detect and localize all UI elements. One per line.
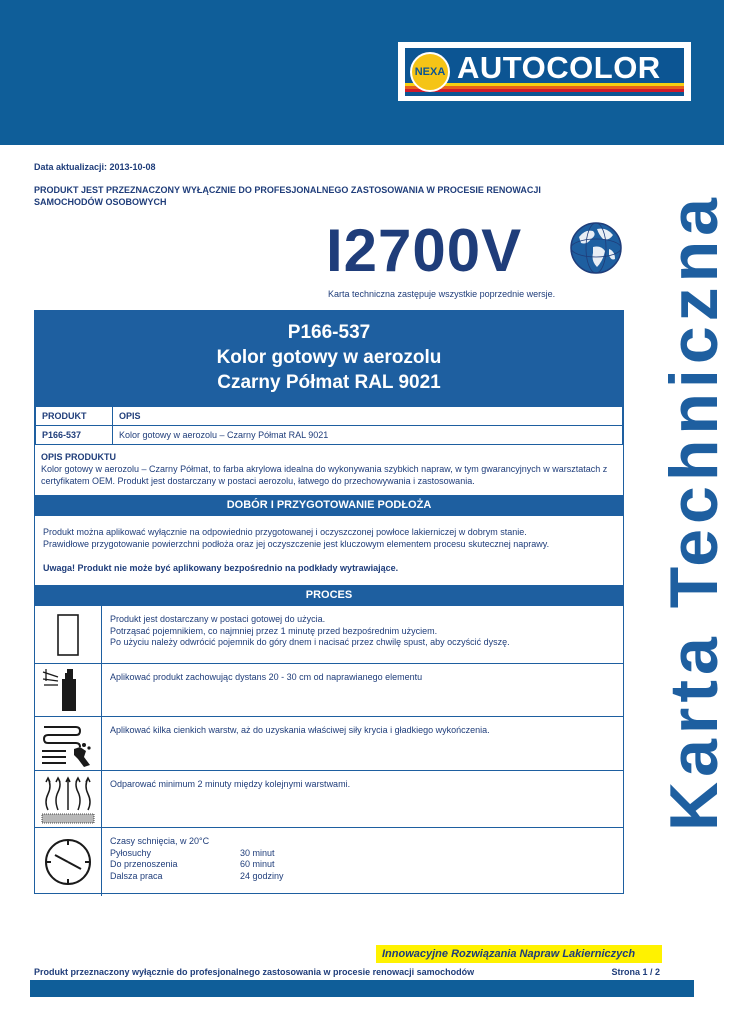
process-step — [35, 827, 623, 896]
prep-section — [35, 516, 623, 585]
table-header-row — [36, 407, 623, 426]
process-icon-cell — [35, 664, 102, 716]
update-date: Data aktualizacji: 2013-10-08 — [34, 162, 156, 172]
product-table — [35, 406, 623, 445]
process-step — [35, 606, 623, 663]
prep-text: Prawidłowe przygotowanie powierzchni podłoża oraz jej oczyszczenie jest kluczowym elementem procesu skutecznej naprawy. — [43, 539, 550, 549]
drying-label: Do przenoszenia — [110, 859, 178, 869]
prep-text: Produkt można aplikować wyłącznie na odpowiednio przygotowanej i oczyszczonej powłoce lakierniczej w dobrym stanie. — [43, 527, 527, 537]
product-code: I2700V — [326, 217, 523, 284]
top-banner — [0, 0, 724, 145]
can-shake-icon — [48, 612, 88, 658]
process-step — [35, 770, 623, 827]
process-line: Po użyciu należy odwrócić pojemnik do góry dnem i nacisać przez chwilę spust, aby oczyścić dyszę. — [110, 637, 510, 647]
process-text: Aplikować kilka cienkich warstw, aż do uzyskania właściwej siły krycia i gładkiego wykończenia. — [110, 725, 490, 735]
vertical-title: Karta Techniczna — [656, 192, 732, 832]
process-step — [35, 663, 623, 716]
title-band — [35, 311, 623, 406]
title-product-type: Kolor gotowy w aerozolu — [216, 347, 442, 368]
process-icon-cell — [35, 828, 102, 896]
brand-logo — [396, 40, 693, 103]
globe-icon — [569, 221, 623, 275]
table-cell-desc: Kolor gotowy w aerozolu – Czarny Półmat RAL 9021 — [113, 426, 623, 445]
table-header-cell: OPIS — [113, 407, 623, 426]
process-step — [35, 716, 623, 770]
professional-use-notice: PRODUKT JEST PRZEZNACZONY WYŁĄCZNIE DO PROFESJONALNEGO ZASTOSOWANIA W PROCESIE RENOWACJI SAMOCHODÓW OSOBOWYCH — [34, 185, 541, 207]
drying-value: 60 minut — [240, 859, 275, 869]
footer — [34, 967, 660, 977]
process-icon-cell — [35, 771, 102, 827]
logo-text: AUTOCOLOR — [457, 50, 661, 85]
description-text: Kolor gotowy w aerozolu – Czarny Półmat, to farba akrylowa idealna do wykonywania szybkich napraw, w tym gwarancyjnych w warsztatach z certyfikatem OEM. Produkt jest dostarczany w postaci aerozolu, łatwego do przechowywania i zastosowania. — [41, 464, 608, 486]
replaces-note: Karta techniczna zastępuje wszystkie poprzednie wersje. — [328, 289, 556, 299]
drying-value: 24 godziny — [240, 870, 284, 881]
drying-label: Pyłosuchy — [110, 847, 152, 858]
layers-icon — [40, 721, 96, 767]
prep-warning: Uwaga! Produkt nie może być aplikowany bezpośrednio na podkłady wytrawiające. — [43, 563, 399, 573]
process-text: Odparować minimum 2 minuty między kolejnymi warstwami. — [110, 779, 351, 789]
drying-value: 30 minut — [240, 847, 275, 858]
process-line: Produkt jest dostarczany w postaci gotowej do użycia. — [110, 614, 326, 624]
process-icon-cell — [35, 717, 102, 770]
section-heading-process: PROCES — [35, 585, 623, 606]
table-row — [36, 426, 623, 445]
flash-off-icon — [40, 774, 96, 824]
process-text: Aplikować produkt zachowując dystans 20 - 30 cm od naprawianego elementu — [110, 672, 423, 682]
table-cell-code: P166-537 — [36, 426, 113, 445]
description-heading: OPIS PRODUKTU — [41, 452, 117, 462]
process-text — [102, 606, 623, 663]
logo-badge: NEXA — [410, 52, 450, 92]
bottom-bar — [30, 980, 694, 997]
product-description — [35, 445, 623, 495]
title-product-number: P166-537 — [287, 322, 371, 343]
drying-table — [110, 848, 615, 883]
drying-label: Dalsza praca — [110, 870, 163, 881]
drying-title: Czasy schnięcia, w 20°C — [110, 836, 210, 846]
section-heading-prep: DOBÓR I PRZYGOTOWANIE PODŁOŻA — [35, 495, 623, 516]
slogan-banner: Innowacyjne Rozwiązania Napraw Lakierniczych — [376, 945, 662, 963]
logo-inner — [405, 48, 684, 96]
page-number: Strona 1 / 2 — [611, 967, 660, 977]
content-frame — [34, 310, 624, 894]
title-product-color: Czarny Półmat RAL 9021 — [217, 372, 441, 393]
clock-icon — [43, 837, 93, 887]
process-line: Potrząsać pojemnikiem, co najmniej przez 1 minutę przed bezpośrednim użyciem. — [110, 625, 438, 636]
footer-text: Produkt przeznaczony wyłącznie do profesjonalnego zastosowania w procesie renowacji samochodów — [34, 967, 475, 977]
drying-times — [102, 828, 623, 896]
spray-distance-icon — [40, 667, 96, 713]
process-icon-cell — [35, 606, 102, 663]
table-header-cell: PRODUKT — [36, 407, 113, 426]
